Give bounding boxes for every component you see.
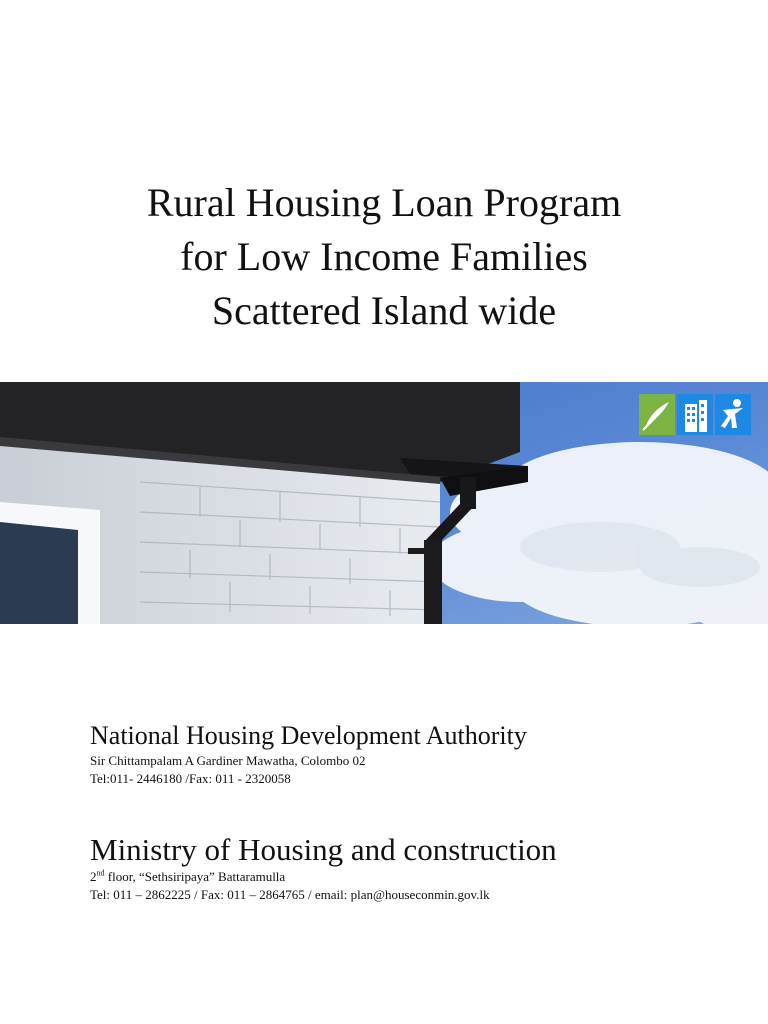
- person-logo-icon: [715, 394, 751, 435]
- ministry-logo: [639, 394, 751, 435]
- nhda-address: Sir Chittampalam A Gardiner Mawatha, Colombo 02: [90, 753, 366, 768]
- nhda-name: National Housing Development Authority: [90, 721, 527, 750]
- title-line-1: Rural Housing Loan Program: [146, 180, 622, 225]
- floor-suffix: nd: [96, 868, 105, 878]
- title-line-2: for Low Income Families: [180, 234, 588, 279]
- ministry-address: [90, 868, 730, 886]
- title-line-3: Scattered Island wide: [211, 288, 557, 333]
- ministry-block: [90, 832, 730, 904]
- ministry-address-rest: floor, “Sethsiripaya” Battaramulla: [104, 869, 286, 884]
- nhda-block: [90, 720, 730, 788]
- nhda-contact: Tel:011- 2446180 /Fax: 011 - 2320058: [90, 771, 291, 786]
- leaf-logo-icon: [639, 394, 675, 435]
- building-logo-icon: [677, 394, 713, 435]
- document-title: [0, 176, 768, 338]
- ministry-contact: Tel: 011 – 2862225 / Fax: 011 – 2864765 / email: plan@houseconmin.gov.lk: [90, 887, 490, 902]
- floor-number: 2: [90, 869, 97, 884]
- ministry-name: Ministry of Housing and construction: [90, 832, 557, 867]
